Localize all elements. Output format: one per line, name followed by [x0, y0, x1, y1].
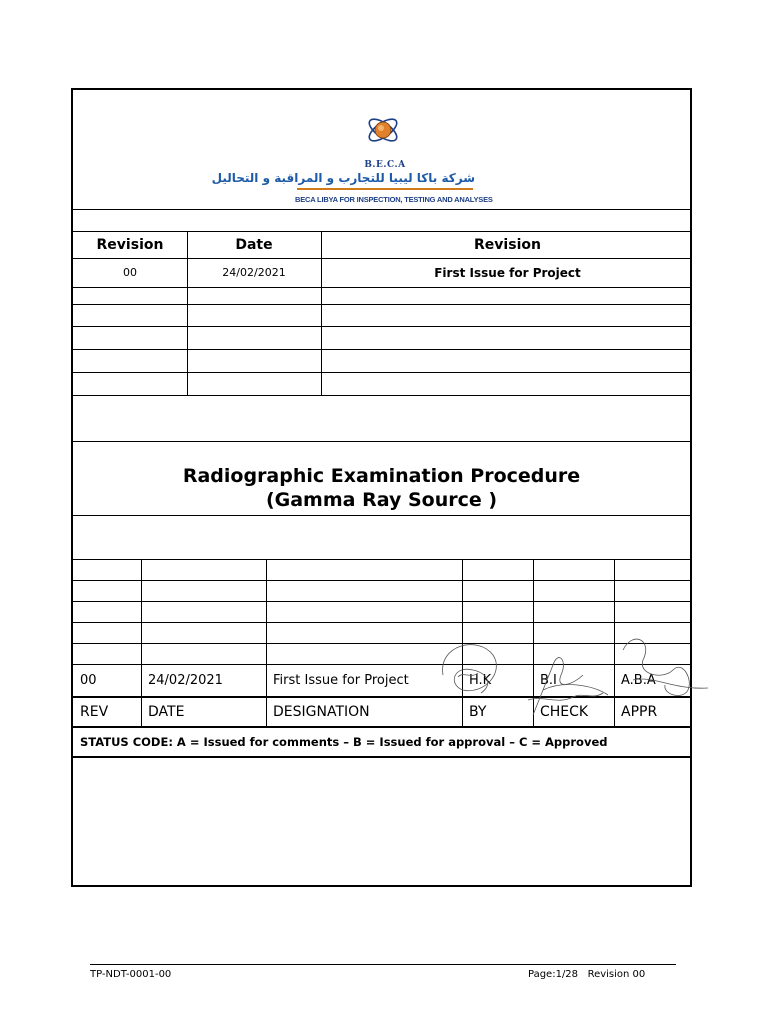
atom-globe-icon	[295, 108, 475, 160]
date-column-header: DATE	[148, 703, 185, 720]
revision-date: 24/02/2021	[222, 266, 286, 279]
title-line-2: (Gamma Ray Source )	[265, 489, 498, 511]
rev-header: REV	[80, 703, 109, 720]
approval-check: B.I	[540, 672, 557, 688]
approval-rev: 00	[80, 672, 97, 688]
logo-name: B.E.C.A	[364, 160, 406, 170]
revision-number: 00	[123, 266, 137, 279]
date-header: Date	[235, 236, 273, 253]
logo-rule	[297, 188, 473, 190]
company-logo	[211, 108, 493, 210]
status-code-legend: STATUS CODE: A = Issued for comments – B = Issued for approval – C = Approved	[80, 734, 608, 749]
revision-description-header: Revision	[474, 236, 541, 253]
divider	[73, 287, 690, 288]
divider	[73, 580, 690, 581]
divider	[73, 349, 690, 350]
logo-english-name: BECA LIBYA FOR INSPECTION, TESTING AND ANALYSES	[295, 195, 493, 204]
designation-header: DESIGNATION	[273, 703, 370, 720]
approval-designation: First Issue for Project	[273, 672, 409, 688]
by-header: BY	[469, 703, 487, 720]
appr-header: APPR	[621, 703, 658, 720]
divider	[73, 622, 690, 623]
divider	[73, 304, 690, 305]
footer-doc-number: TP-NDT-0001-00	[90, 969, 172, 980]
approval-appr: A.B.A	[621, 672, 656, 688]
divider	[73, 643, 690, 644]
divider	[73, 395, 690, 396]
divider	[73, 372, 690, 373]
cover-frame	[71, 88, 692, 887]
divider	[73, 326, 690, 327]
signature-aba	[603, 630, 713, 710]
divider	[73, 756, 690, 758]
approval-date: 24/02/2021	[148, 672, 223, 688]
divider	[73, 601, 690, 602]
divider	[73, 559, 690, 560]
revision-header: Revision	[96, 236, 164, 253]
footer-rule	[90, 964, 676, 965]
divider	[73, 441, 690, 442]
signature-hk	[433, 635, 523, 705]
divider	[73, 209, 690, 210]
logo-arabic-name: شركة باكا ليبيا للتجارب و المراقبة و التحاليل	[211, 171, 475, 185]
divider	[73, 515, 690, 516]
check-header: CHECK	[540, 703, 589, 720]
signature-bi	[513, 645, 613, 725]
document-title	[73, 464, 690, 512]
revision-description: First Issue for Project	[434, 265, 581, 280]
footer-page-info: Page:1/28 Revision 00	[528, 969, 646, 980]
approval-by: H.K	[469, 672, 492, 688]
title-line-1: Radiographic Examination Procedure	[182, 465, 581, 487]
